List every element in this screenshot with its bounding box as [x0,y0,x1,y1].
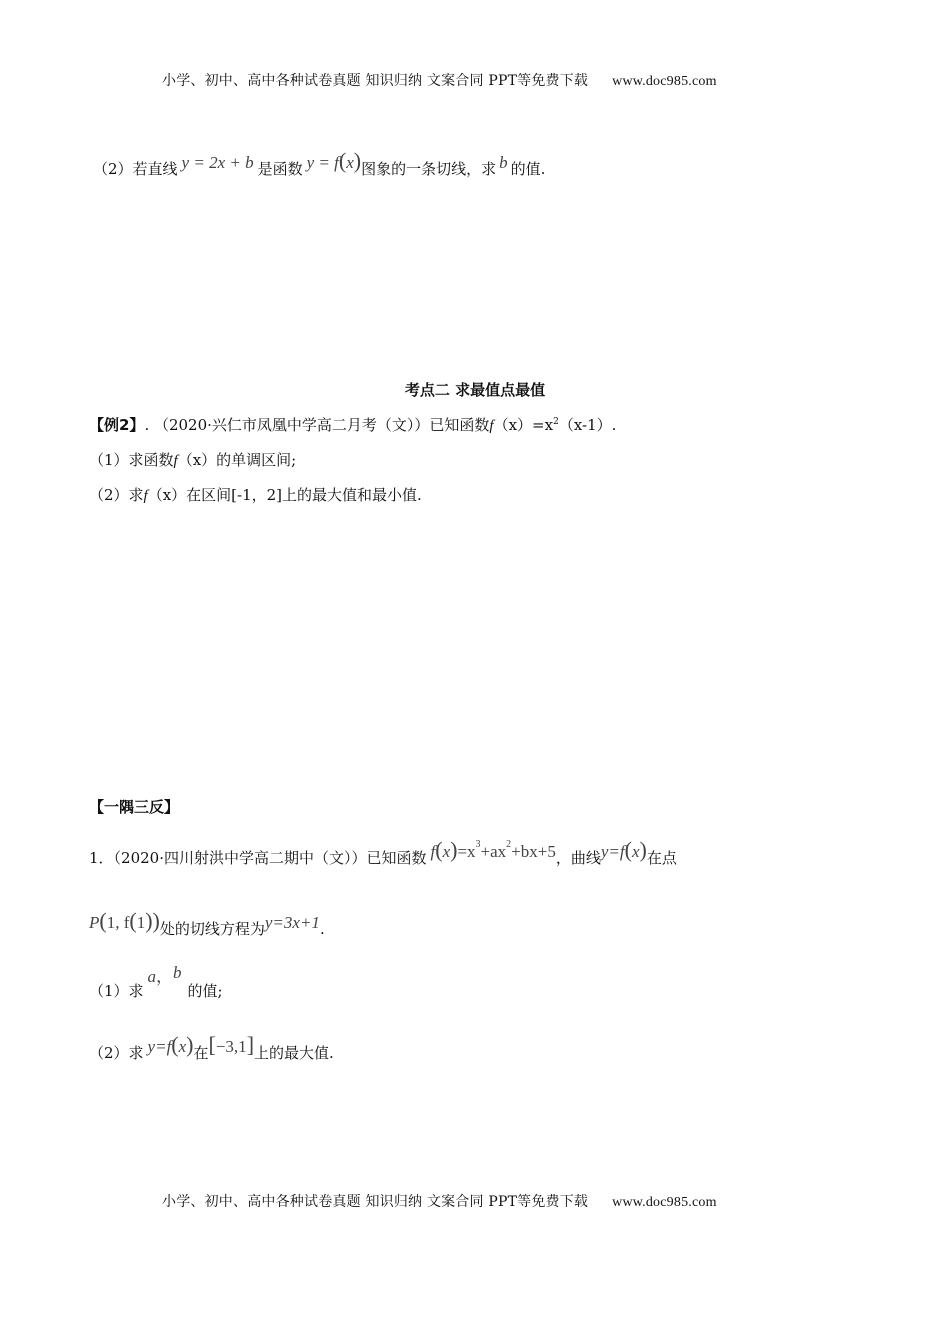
example-2-q1 [89,449,296,470]
example-tail: （x-1）. [558,416,617,434]
sub1-prefix: （1）求 [89,982,144,1000]
q2-end: 的值. [510,160,546,178]
sub2-x: x [178,1037,187,1056]
sub1-comma: ， [156,967,174,986]
example-sup: 2 [553,417,559,427]
p1-source: （2020·四川射洪中学高二期中（文））已知函数 [113,849,427,867]
practice-1-sub2 [89,1032,334,1064]
question-2-top [93,148,546,180]
practice-tag: 【一隅三反】 [89,798,180,816]
sub2-post: 上的最大值. [254,1044,334,1062]
sub2-prefix: （2）求 [89,1044,144,1062]
point-inner: 1, f [106,913,130,932]
sub2-mid: 在 [193,1044,209,1062]
sub2-paren-open: ( [171,1032,179,1057]
example-source: . （2020·兴仁市凤凰中学高二月考（文））已知函数 [144,416,490,434]
q1-prefix: （1）求函数 [89,451,174,469]
function-y-f: y = f [306,153,339,172]
point-paren-open: ( [99,908,107,933]
p1-curve-paren-close: ) [639,837,647,862]
tangent-dot: . [319,920,325,938]
footer-site-link[interactable]: www.doc985.com [612,1195,717,1210]
p1-rhs-a: =x [457,842,476,861]
sub1-a: a [147,967,157,986]
p1-sup2: 2 [506,839,512,850]
sub1-post: 的值; [187,982,223,1000]
tangent-text: 处的切线方程为 [159,920,265,938]
page-footer [162,1191,717,1211]
point-1: 1 [136,913,146,932]
line-equation: y = 2x + b [181,153,254,172]
example-tag: 【例2】 [89,416,145,434]
page-header [162,70,717,90]
paren-open: ( [338,148,347,173]
point-P: P [89,913,100,932]
interval-values: −3,1 [215,1037,247,1056]
point-inner-paren-open: ( [129,908,137,933]
function-arg: x [346,153,354,172]
q2-f: f [143,488,148,504]
p1-curve-paren-open: ( [624,837,632,862]
p1-func-f: f [430,842,436,861]
paren-close: ) [353,148,362,173]
practice-1-point [89,908,325,940]
q2-prefix: （2）求 [89,486,144,504]
example-2-q2 [89,484,422,505]
p1-paren-open: ( [435,837,443,862]
interval-bracket-close: ] [246,1032,255,1057]
q2-post: （x）在区间[-1，2]上的最大值和最小值. [147,486,422,504]
p1-rhs-b: +ax [480,842,507,861]
header-text: 小学、初中、高中各种试卷真题 知识归纳 文案合同 PPT等免费下载 [162,73,589,89]
sub1-b: b [173,963,182,982]
example-fx: （x）=x [493,416,554,434]
q2-after: 图象的一条切线，求 [361,160,497,178]
p1-end: 在点 [646,849,677,867]
p1-number: 1． [89,849,114,867]
footer-text: 小学、初中、高中各种试卷真题 知识归纳 文案合同 PPT等免费下载 [162,1194,589,1210]
q2-mid: 是函数 [257,160,303,178]
tangent-equation: y=3x+1 [264,913,320,932]
section-title: 考点二 求最值点最值 [404,381,546,399]
p1-paren-close: ) [450,837,458,862]
q1-f: f [173,453,178,469]
p1-curve-x: x [631,842,640,861]
practice-1-sub1 [89,963,223,1001]
example-2-stem [89,414,616,435]
practice-1-stem [89,837,677,869]
q2-prefix: （2）若直线 [93,160,178,178]
p1-sup3: 3 [475,839,481,850]
q1-post: （x）的单调区间; [177,451,297,469]
interval-bracket-open: [ [208,1032,216,1057]
sub2-func: y=f [147,1037,172,1056]
example-f: f [489,418,494,434]
p1-rhs-c: +bx+5 [511,842,556,861]
variable-b: b [499,153,508,172]
p1-func-x: x [442,842,451,861]
sub2-paren-close: ) [186,1032,194,1057]
p1-mid: ，曲线 [555,849,601,867]
p1-curve: y=f [600,842,625,861]
header-site-link[interactable]: www.doc985.com [612,74,717,89]
point-inner-paren-close: )) [145,908,160,933]
